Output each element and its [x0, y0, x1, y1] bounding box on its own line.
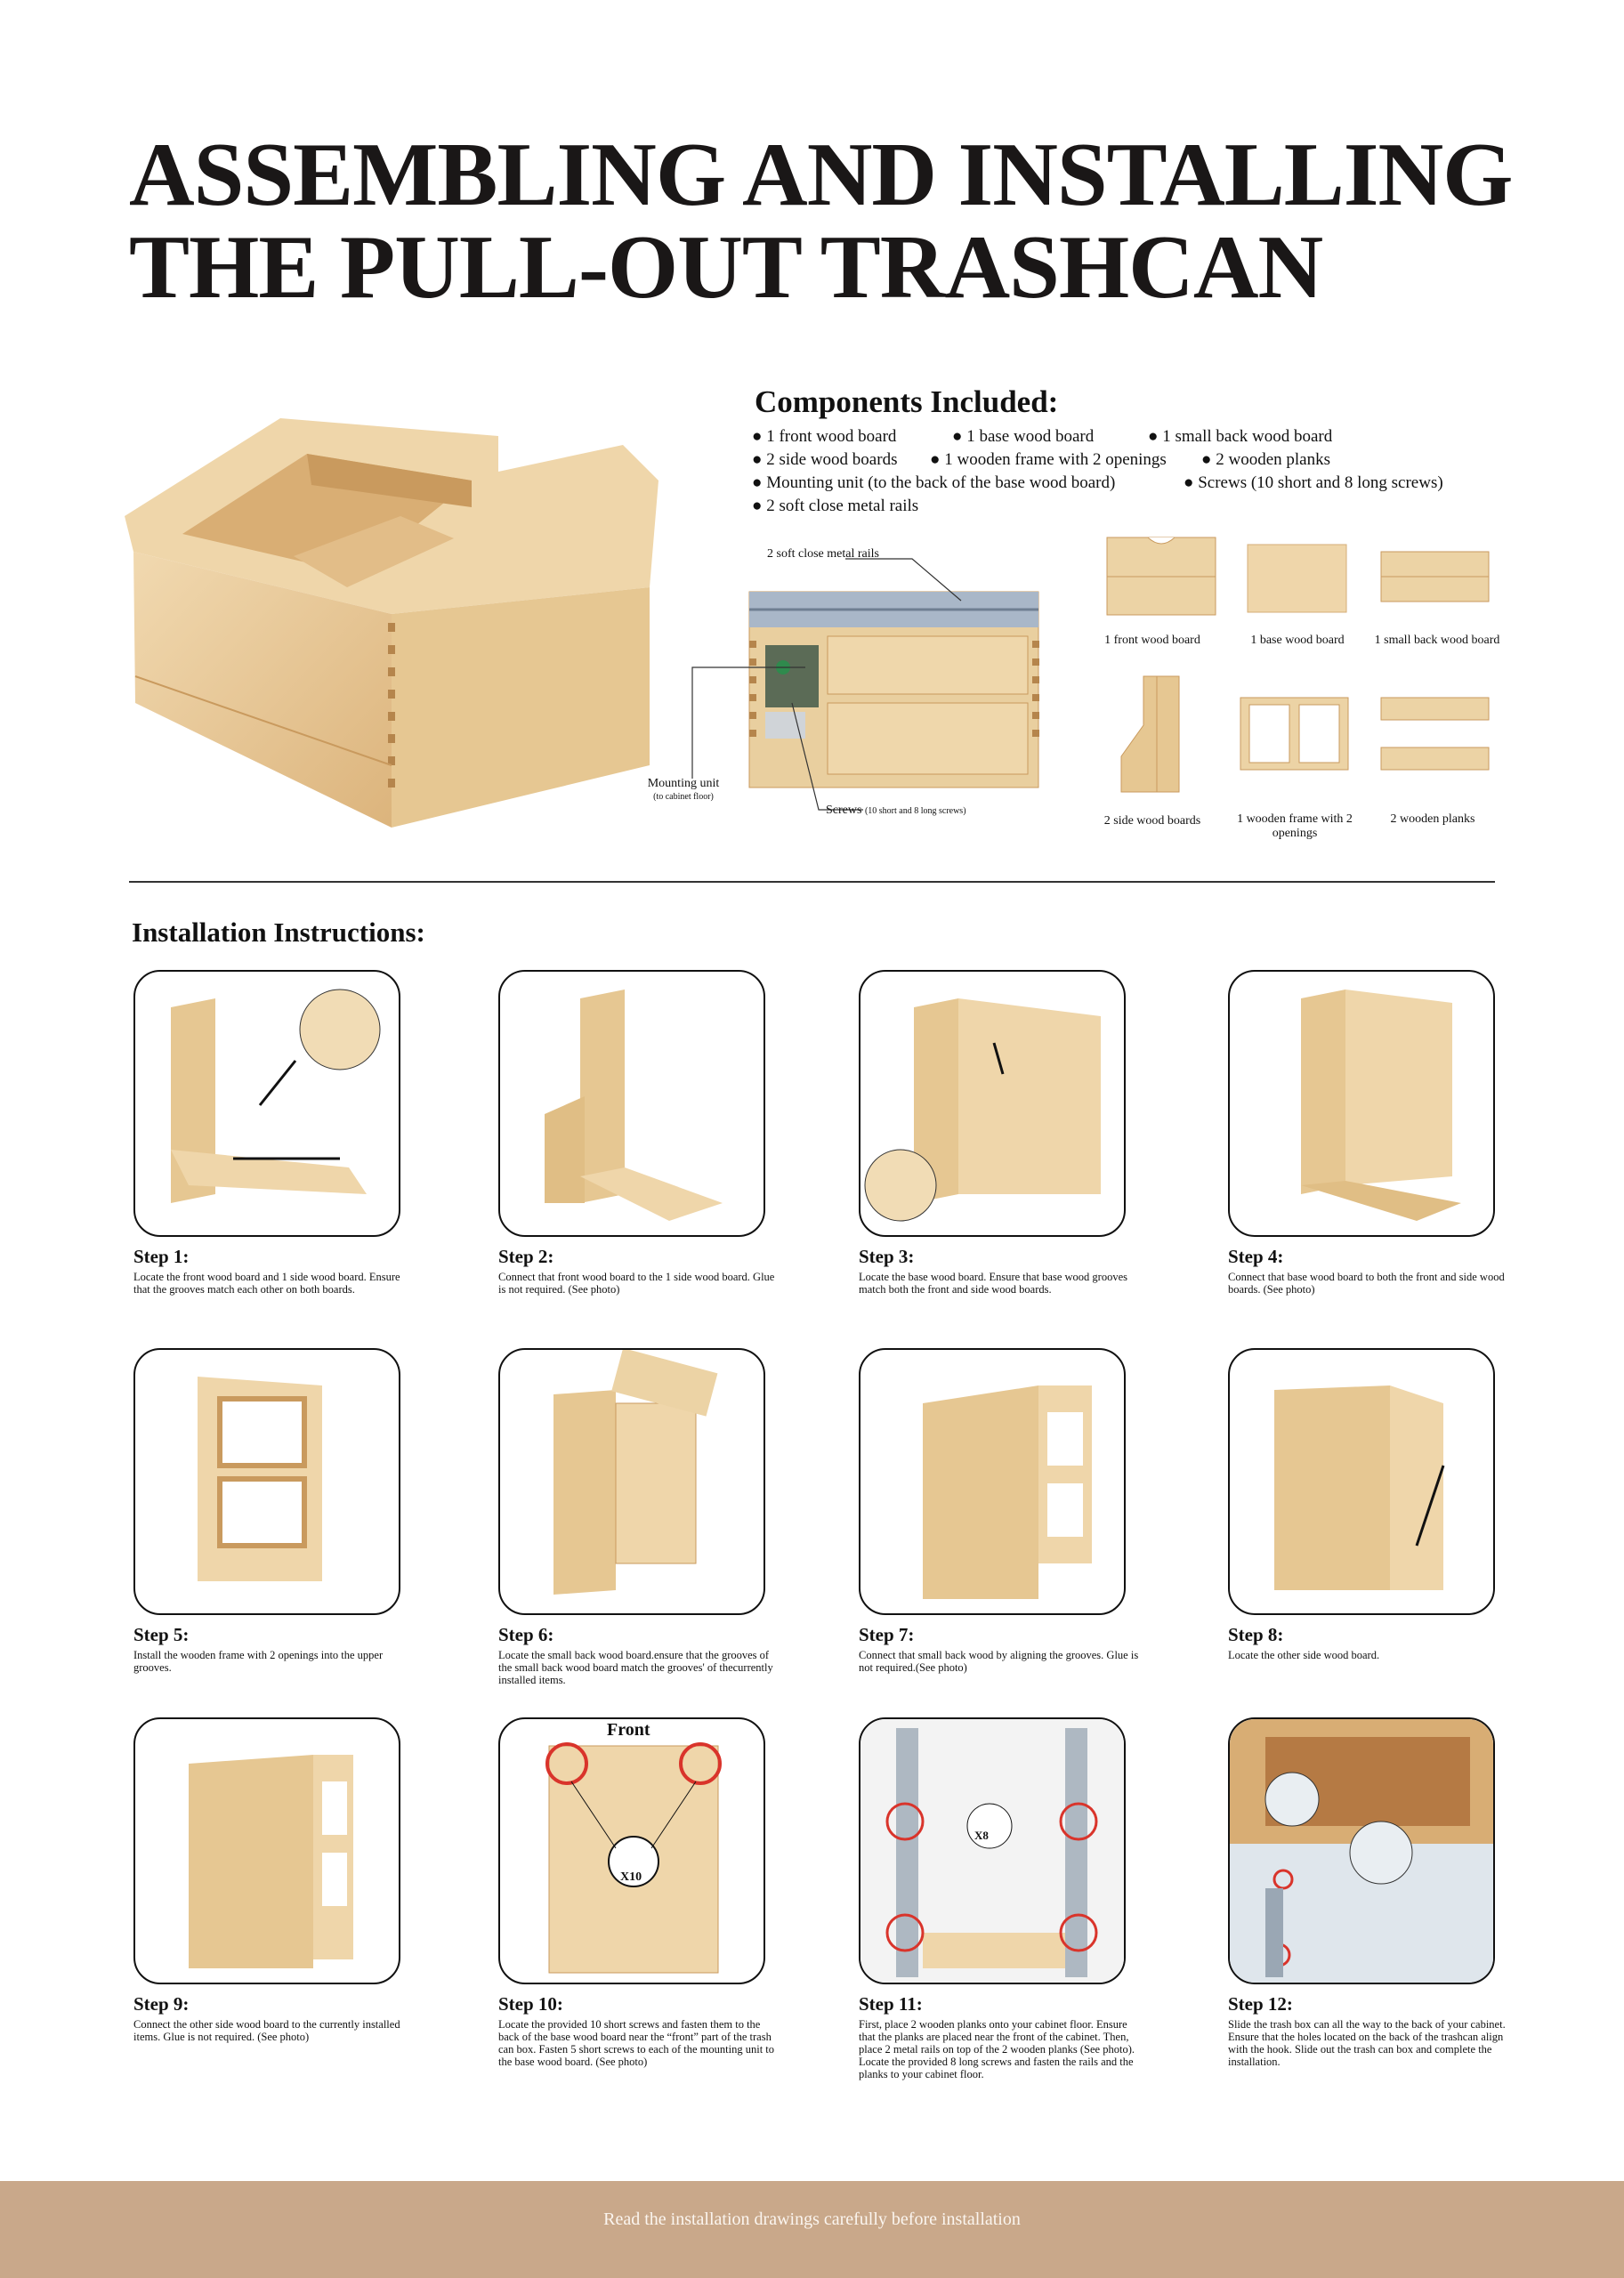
- wooden-frame-thumb: [1239, 696, 1350, 771]
- step-8-image: [1228, 1348, 1495, 1615]
- step-12-title: Step 12:: [1228, 1993, 1293, 2015]
- mounting-label: Mounting unit: [647, 777, 720, 790]
- assembled-trashcan-box-image: [125, 409, 658, 828]
- step-3-title: Step 3:: [859, 1246, 915, 1267]
- step-7-text: Connect that small back wood by aligning the grooves. Glue is not required.(See photo): [859, 1649, 1139, 1674]
- diagram-leader-lines: [685, 552, 1041, 819]
- component-item: ● Mounting unit (to the back of the base wood board): [752, 473, 1116, 492]
- step-5-text: Install the wooden frame with 2 openings into the upper grooves.: [133, 1649, 384, 1674]
- screws-label: Screws (10 short and 8 long screws): [826, 804, 966, 817]
- component-item: ● 1 front wood board: [752, 427, 897, 446]
- step-3-text: Locate the base wood board. Ensure that base wood grooves match both the front and side wood boards.: [859, 1271, 1127, 1296]
- step-1-title: Step 1:: [133, 1246, 190, 1267]
- step-8-title: Step 8:: [1228, 1624, 1284, 1645]
- step-10-image: [498, 1717, 765, 1984]
- instructions-heading: Installation Instructions:: [132, 917, 425, 948]
- title-line-2: THE PULL-OUT TRASHCAN: [129, 217, 1323, 318]
- page-title: [129, 125, 1517, 318]
- step-9-text: Connect the other side wood board to the currently installed items. Glue is not required. (See photo): [133, 2018, 400, 2043]
- step-7-image: [859, 1348, 1126, 1615]
- component-item: ● 2 soft close metal rails: [752, 497, 919, 515]
- step-6-image: [498, 1348, 765, 1615]
- title-line-1: ASSEMBLING AND INSTALLING: [129, 125, 1513, 225]
- step-5-title: Step 5:: [133, 1624, 190, 1645]
- thumb-caption: 2 side wood boards: [1103, 814, 1201, 828]
- step-7-title: Step 7:: [859, 1624, 915, 1645]
- step-10-front-label: Front: [607, 1720, 650, 1740]
- step-1-text: Locate the front wood board and 1 side wood board. Ensure that the grooves match each other on both boards.: [133, 1271, 400, 1296]
- step-10-screw-badge: X10: [620, 1870, 642, 1884]
- component-item: ● 1 base wood board: [952, 427, 1095, 446]
- step-6-title: Step 6:: [498, 1624, 554, 1645]
- rails-label: 2 soft close metal rails: [767, 547, 879, 561]
- step-4-text: Connect that base wood board to both the front and side wood boards. (See photo): [1228, 1271, 1505, 1296]
- components-list: [752, 425, 1553, 518]
- step-4-title: Step 4:: [1228, 1246, 1284, 1267]
- step-11-image: [859, 1717, 1126, 1984]
- thumb-caption: 1 small back wood board: [1374, 634, 1500, 647]
- step-4-image: [1228, 970, 1495, 1237]
- small-back-wood-board-thumb: [1379, 550, 1491, 603]
- step-2-image: [498, 970, 765, 1237]
- step-9-image: [133, 1717, 400, 1984]
- step-10-text: Locate the provided 10 short screws and fasten them to the back of the base wood board near the “front” part of the trash can box. Fasten 5 short screws to each of the mounting unit to the base wood board. (See photo): [498, 2018, 775, 2068]
- component-item: ● 1 small back wood board: [1148, 427, 1333, 446]
- base-wood-board-thumb: [1246, 543, 1348, 614]
- step-9-title: Step 9:: [133, 1993, 190, 2015]
- wooden-planks-thumb: [1379, 696, 1491, 771]
- footer-text: Read the installation drawings carefully before installation: [603, 2209, 1021, 2229]
- step-5-image: [133, 1348, 400, 1615]
- component-item: ● 1 wooden frame with 2 openings: [930, 450, 1167, 469]
- thumb-caption: 1 base wood board: [1250, 634, 1345, 647]
- thumb-caption: 1 wooden frame with 2 openings: [1237, 812, 1353, 840]
- section-divider: [129, 881, 1495, 883]
- step-3-image: [859, 970, 1126, 1237]
- step-11-screw-badge: X8: [974, 1829, 989, 1842]
- components-heading: Components Included:: [755, 384, 1059, 419]
- thumb-caption: 2 wooden planks: [1390, 812, 1475, 826]
- side-wood-boards-thumb: [1117, 672, 1206, 796]
- step-11-text: First, place 2 wooden planks onto your cabinet floor. Ensure that the planks are placed near the front of the cabinet. Then, place 2 metal rails on top of the 2 wooden planks (See photo). Locate the provided 8 long screws and fasten the rails and the planks to your cabinet floor.: [859, 2018, 1135, 2080]
- mounting-sublabel: (to cabinet floor): [653, 792, 714, 802]
- step-8-text: Locate the other side wood board.: [1228, 1649, 1380, 1661]
- front-wood-board-thumb: [1103, 534, 1219, 618]
- step-12-image: [1228, 1717, 1495, 1984]
- step-2-title: Step 2:: [498, 1246, 554, 1267]
- step-6-text: Locate the small back wood board.ensure that the grooves of the small back wood board match the grooves' of thecurrently installed items.: [498, 1649, 773, 1686]
- component-item: ● Screws (10 short and 8 long screws): [1184, 473, 1443, 492]
- step-12-text: Slide the trash box can all the way to the back of your cabinet. Ensure that the holes located on the back of the trashcan align with the hook. Slide out the trash can box and complete the installation.: [1228, 2018, 1506, 2068]
- step-10-title: Step 10:: [498, 1993, 563, 2015]
- step-11-title: Step 11:: [859, 1993, 923, 2015]
- step-2-text: Connect that front wood board to the 1 side wood board. Glue is not required. (See photo): [498, 1271, 775, 1296]
- component-item: ● 2 side wood boards: [752, 450, 898, 469]
- thumb-caption: 1 front wood board: [1104, 634, 1200, 647]
- component-item: ● 2 wooden planks: [1201, 450, 1330, 469]
- step-1-image: [133, 970, 400, 1237]
